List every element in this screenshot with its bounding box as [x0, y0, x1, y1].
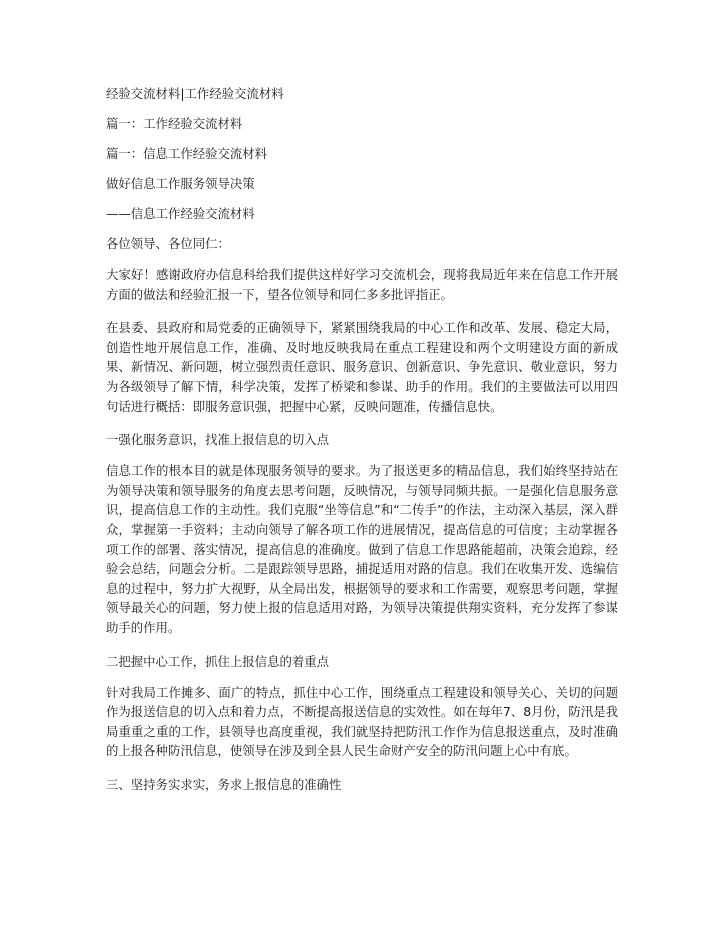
- paragraph-service-awareness: 信息工作的根本目的就是体现服务领导的要求。为了报送更多的精品信息，我们始终坚持站在为领导决策和领导服务的角度去思考问题，反映情况，与领导同频共振。一是强化信息服务意识，提高信息工作的主动性。我们克服“坐等信息”和“二传手”的作法，主动深入基层，深入群众，掌握第一手资料；主动向领导了解各项工作的进展情况，提高信息的可信度；主动掌握各项工作的部署、落实情况，提高信息的准确度。做到了信息工作思路能超前，决策会追踪，经验会总结，问题会分析。二是跟踪领导思路，捕捉适用对路的信息。我们在收集开发、选编信息的过程中，努力扩大视野，从全局出发，根据领导的要求和工作需要，观察思考问题，掌握领导最关心的问题，努力使上报的信息适用对路，为领导决策提供翔实资料，充分发挥了参谋助手的作用。: [106, 463, 618, 635]
- heading-work-experience: 篇一：工作经验交流材料: [106, 116, 243, 131]
- section-heading-three: 三、坚持务实求实，务求上报信息的准确性: [106, 776, 342, 792]
- heading-info-work-experience: 篇一：信息工作经验交流材料: [106, 146, 268, 161]
- paragraph-central-work: 针对我局工作摊多、面广的特点，抓住中心工作，围绕重点工程建设和领导关心、关切的问题作为报送信息的切入点和着力点，不断提高报送信息的实效性。如在每年7、8月份，防汛是我局重重之重的工作，县领导也高度重视，我们就坚持把防汛工作作为信息报送重点，及时准确的上报各种防汛信息，使领导在涉及到全县人民生命财产安全的防汛问题上心中有底。: [106, 684, 618, 759]
- paragraph-overview: 在县委、县政府和局党委的正确领导下，紧紧围绕我局的中心工作和改革、发展、稳定大局，创造性地开展信息工作，准确、及时地反映我局在重点工程建设和两个文明建设方面的新成果、新情况、新问题，树立强烈责任意识、服务意识、创新意识、争先意识、敬业意识，努力为各级领导了解下情，科学决策，发挥了桥梁和参谋、助手的作用。我们的主要做法可以用四句话进行概括：即服务意识强，把握中心紧，反映问题准，传播信息快。: [106, 320, 618, 414]
- paragraph-greeting: 大家好！感谢政府办信息科给我们提供这样好学习交流机会，现将我局近年来在信息工作开展方面的做法和经验汇报一下，望各位领导和同仁多多批评指正。: [106, 267, 618, 302]
- dash-subtitle: ——信息工作经验交流材料: [106, 206, 255, 221]
- document-page: [106, 84, 618, 794]
- document-title: 经验交流材料|工作经验交流材料: [106, 86, 284, 101]
- section-heading-one: 一强化服务意识，找准上报信息的切入点: [106, 432, 330, 448]
- section-heading-two: 二把握中心工作，抓住上报信息的着重点: [106, 653, 330, 669]
- subtitle: 做好信息工作服务领导决策: [106, 176, 255, 191]
- salutation: 各位领导、各位同仁：: [106, 236, 230, 251]
